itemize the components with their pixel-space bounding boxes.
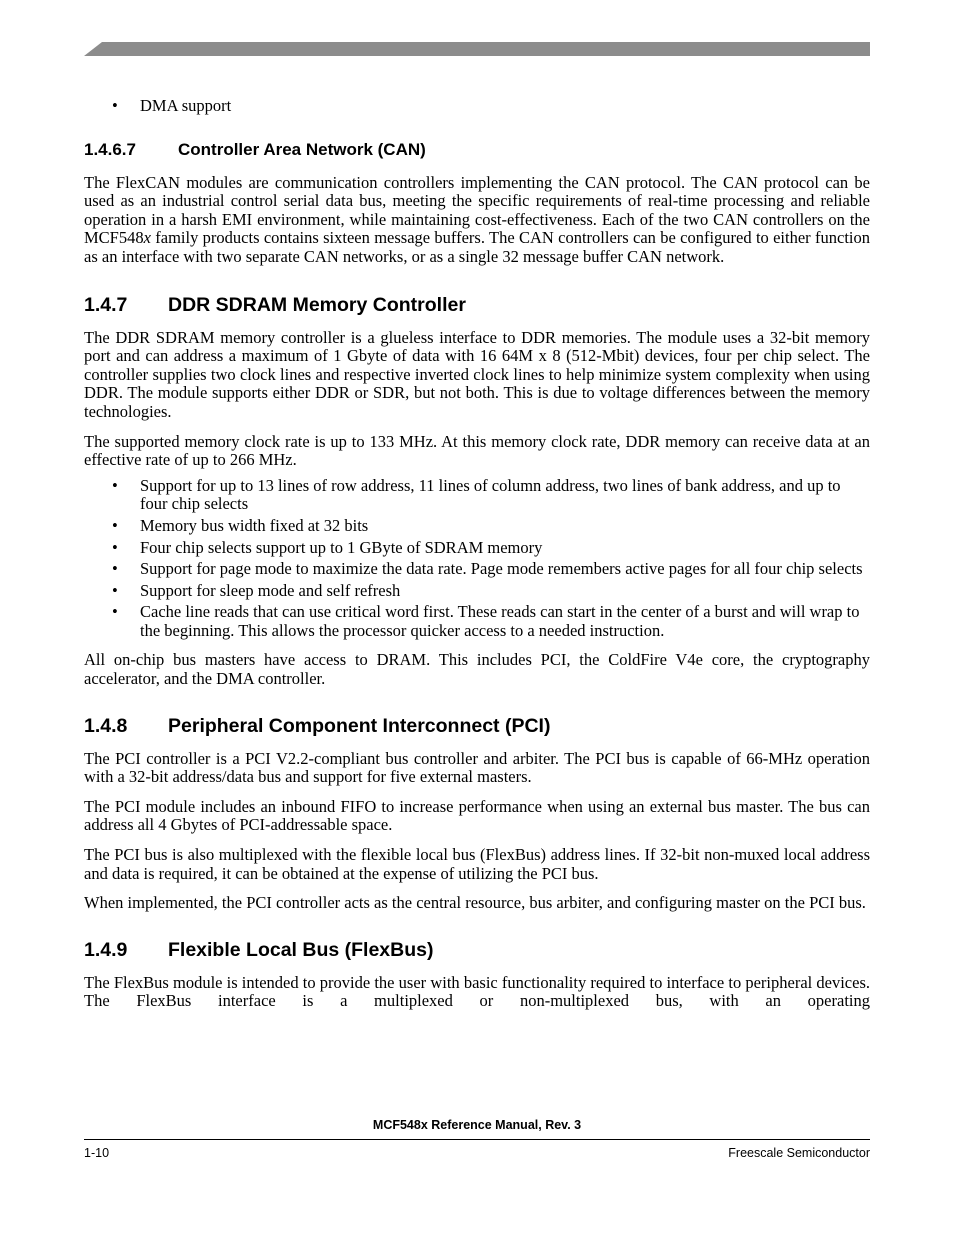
section-title: DDR SDRAM Memory Controller (168, 293, 466, 316)
can-text-2: family products contains sixteen message buffers. The CAN controllers can be configured to either function as an interface with two separate CAN networks, or as a single 32 message buffer CAN network. (84, 228, 870, 266)
list-item: • Support for sleep mode and self refresh (112, 580, 401, 600)
heading-149 (84, 939, 870, 961)
header-bar (84, 42, 870, 56)
section-title: Peripheral Component Interconnect (PCI) (168, 714, 551, 737)
bullet-text: Four chip selects support up to 1 GByte of SDRAM memory (140, 537, 543, 557)
list-item: • Cache line reads that can use critical word first. These reads can start in the center of a burst and will wrap to the beginning. This allows the processor quicker access to a needed instruction. (112, 602, 860, 640)
section-title: Flexible Local Bus (FlexBus) (168, 938, 434, 961)
top-bullet-list (84, 97, 870, 116)
page-number: 1-10 (84, 1146, 110, 1160)
pci-paragraph-2: The PCI module includes an inbound FIFO to increase performance when using an external bus master. The bus can address all 4 Gbytes of PCI-addressable space. (84, 796, 870, 835)
list-item: • Support for page mode to maximize the data rate. Page mode remembers active pages for all four chip selects (112, 559, 863, 579)
pci-paragraph-3: The PCI bus is also multiplexed with the flexible local bus (FlexBus) address lines. If 32-bit non-muxed local address and data is required, it can be obtained at the expense of utilizing the PCI bus. (84, 845, 870, 883)
bullet-text: DMA support (140, 96, 232, 115)
pci-paragraph-4: When implemented, the PCI controller acts as the central resource, bus arbiter, and configuring master on the PCI bus. (84, 893, 866, 913)
ddr-paragraph-1: The DDR SDRAM memory controller is a glueless interface to DDR memories. The module uses a 32-bit memory port and can address a maximum of 1 Gbyte of data with 16 64M x 8 (512-Mbit) devices, four per chip select. The controller supplies two clock lines and respective inverted clock lines to help minimize system complexity when using DDR. The module supports either DDR or SDR, but not both. This is due to voltage differences between the memory technologies. (84, 327, 870, 421)
heading-148 (84, 715, 870, 737)
list-item: • Memory bus width fixed at 32 bits (112, 515, 369, 535)
section-number: 1.4.6.7 (84, 139, 136, 159)
bullet-text: Support for up to 13 lines of row address, 11 lines of column address, two lines of bank address, and up to four chip selects (140, 475, 841, 514)
list-item: • DMA support (112, 96, 232, 115)
section-number: 1.4.7 (84, 293, 128, 316)
heading-1467 (84, 140, 870, 160)
can-text-italic: x (143, 228, 151, 248)
bullet-text: Cache line reads that can use critical word first. These reads can start in the center of a burst and will wrap to the beginning. This allows the processor quicker access to a needed instruction. (140, 602, 860, 640)
pci-paragraph-1: The PCI controller is a PCI V2.2-compliant bus controller and arbiter. The PCI bus is capable of 66-MHz operation with a 32-bit address/data bus and support for five external masters. (84, 748, 870, 787)
ddr-feature-list (84, 477, 870, 641)
flexbus-paragraph-1: The FlexBus module is intended to provide the user with basic functionality required to interface to peripheral devices. The FlexBus interface is a multiplexed or non-multiplexed bus, with an operating (84, 972, 870, 1011)
can-text-1: The FlexCAN modules are communication controllers implementing the CAN protocol. The CAN protocol can be used as an industrial control serial data bus, meeting the specific requirements of real-time processing and reliable operation in a harsh EMI environment, while maintaining cost-effectiveness. Each of the two CAN controllers on the MCF548 (84, 172, 870, 248)
can-paragraph (84, 174, 870, 267)
list-item: • Four chip selects support up to 1 GByte of SDRAM memory (112, 537, 543, 557)
bullet-text: Memory bus width fixed at 32 bits (140, 515, 369, 535)
section-number: 1.4.9 (84, 938, 128, 961)
ddr-paragraph-2: The supported memory clock rate is up to 133 MHz. At this memory clock rate, DDR memory can receive data at an effective rate of up to 266 MHz. (84, 431, 870, 470)
section-number: 1.4.8 (84, 714, 128, 737)
footer-title: MCF548x Reference Manual, Rev. 3 (372, 1118, 582, 1132)
bullet-text: Support for page mode to maximize the data rate. Page mode remembers active pages for all four chip selects (140, 559, 863, 579)
page-content (84, 97, 870, 1011)
footer-divider (84, 1139, 870, 1140)
footer-company: Freescale Semiconductor (728, 1146, 870, 1160)
bullet-text: Support for sleep mode and self refresh (140, 580, 401, 600)
ddr-paragraph-3: All on-chip bus masters have access to DRAM. This includes PCI, the ColdFire V4e core, the cryptography accelerator, and the DMA controller. (84, 650, 870, 689)
section-title: Controller Area Network (CAN) (178, 139, 426, 159)
list-item: • Support for up to 13 lines of row address, 11 lines of column address, two lines of bank address, and up to four chip selects (112, 475, 841, 514)
heading-147 (84, 294, 870, 316)
